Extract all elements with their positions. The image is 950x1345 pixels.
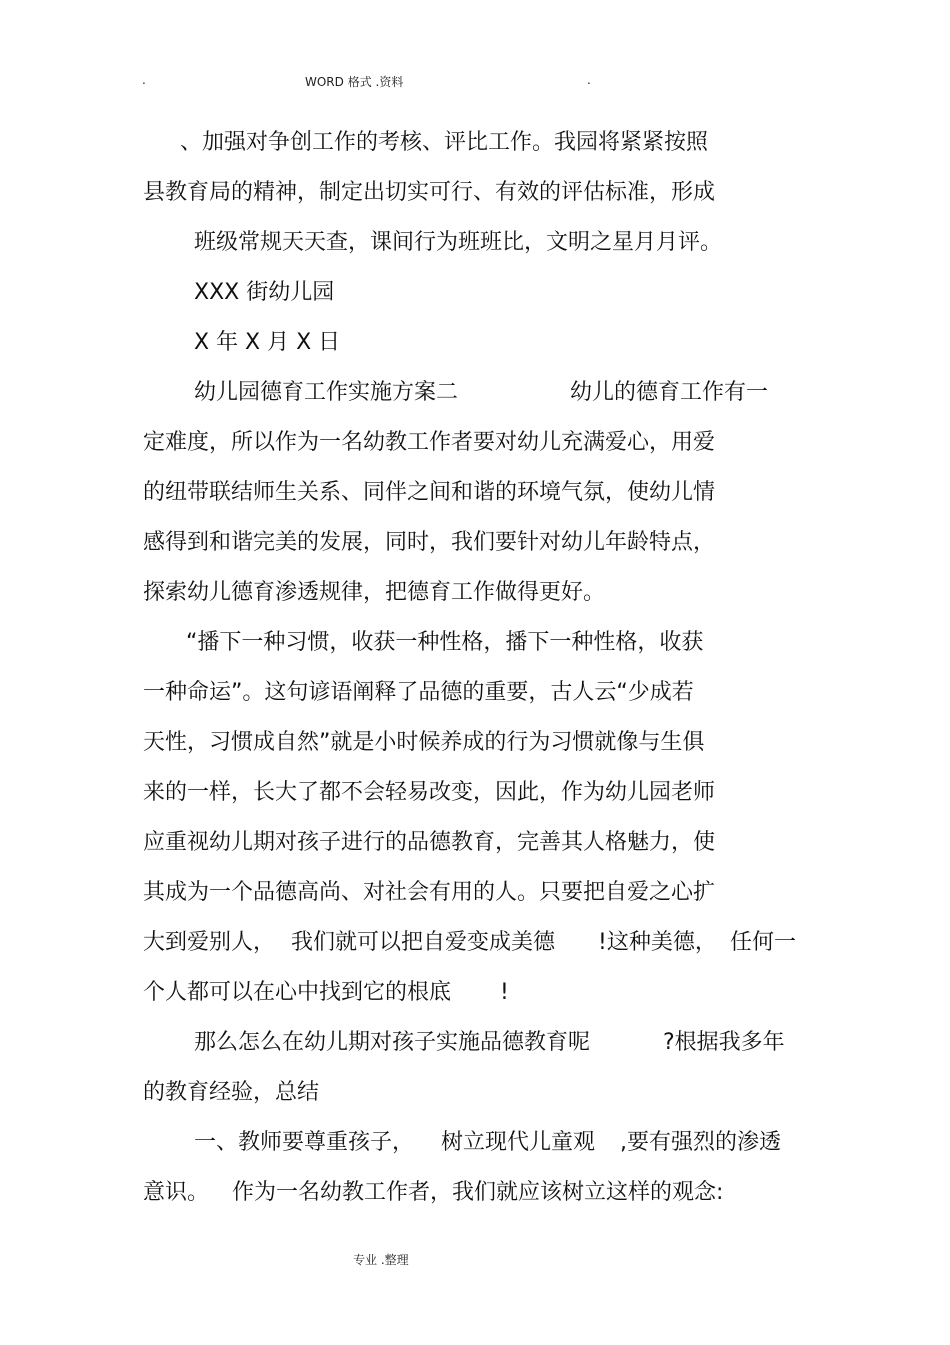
body-line: 应重视幼儿期对孩子进行的品德教育，完善其人格魅力，使 (143, 830, 716, 855)
body-line: “播下一种习惯，收获一种性格，播下一种性格，收获 (186, 630, 704, 655)
body-line: 探索幼儿德育渗透规律，把德育工作做得更好。 (143, 580, 606, 605)
body-line: ,要有强烈的渗透 (620, 1130, 781, 1155)
body-line: 一、教师要尊重孩子， (194, 1130, 415, 1155)
body-line: 任何一 (730, 930, 797, 955)
body-line: 、加强对争创工作的考核、评比工作。我园将紧紧按照 (180, 130, 709, 155)
body-line: 的教育经验，总结 (143, 1080, 320, 1105)
signature-org: XXX 街幼儿园 (194, 280, 335, 305)
body-line: 班级常规天天查，课间行为班班比，文明之星月月评。 (194, 230, 723, 255)
header-title: WORD 格式 .资料 (305, 75, 404, 89)
body-line: 大到爱别人， (143, 930, 276, 955)
body-line: ! (500, 980, 509, 1005)
signature-date: X 年 X 月 X 日 (194, 330, 341, 355)
body-line: 树立现代儿童观 (441, 1130, 596, 1155)
body-line: !这种美德， (598, 930, 717, 955)
body-line: 定难度，所以作为一名幼教工作者要对幼儿充满爱心，用爱 (143, 430, 716, 455)
section-title: 幼儿园德育工作实施方案二 (194, 380, 459, 405)
body-line: 我们就可以把自爱变成美德 (291, 930, 556, 955)
body-line: 作为一名幼教工作者，我们就应该树立这样的观念: (232, 1180, 724, 1205)
footer-text: 专业 .整理 (353, 1253, 409, 1267)
body-line: ?根据我多年 (663, 1030, 785, 1055)
body-line: 一种命运”。这句谚语阐释了品德的重要，古人云“少成若 (143, 680, 694, 705)
body-line: 县教育局的精神，制定出切实可行、有效的评估标准，形成 (143, 180, 716, 205)
body-line: 来的一样，长大了都不会轻易改变，因此，作为幼儿园老师 (143, 780, 716, 805)
body-line: 天性，习惯成自然”就是小时候养成的行为习惯就像与生俱 (143, 730, 705, 755)
body-line: 意识。 (143, 1180, 210, 1205)
body-line: 其成为一个品德高尚、对社会有用的人。只要把自爱之心扩 (143, 880, 716, 905)
body-line: 那么怎么在幼儿期对孩子实施品德教育呢 (194, 1030, 591, 1055)
body-line: 感得到和谐完美的发展，同时，我们要针对幼儿年龄特点， (143, 530, 716, 555)
body-line: 个人都可以在心中找到它的根底 (143, 980, 452, 1005)
header-right-dot: . (587, 73, 591, 87)
body-line: 幼儿的德育工作有一 (570, 380, 769, 405)
header-left-dot: . (142, 73, 146, 87)
body-line: 的纽带联结师生关系、同伴之间和谐的环境气氛，使幼儿情 (143, 480, 716, 505)
